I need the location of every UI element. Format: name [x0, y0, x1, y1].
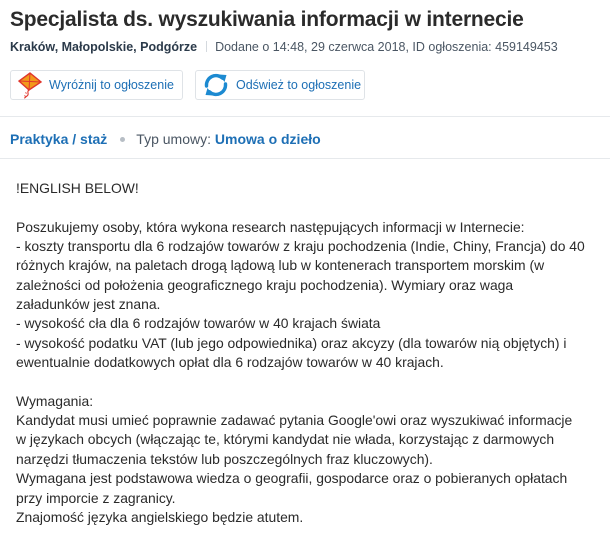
description-intro: !ENGLISH BELOW!	[16, 180, 139, 196]
offer-meta	[10, 40, 558, 54]
requirement-item: Wymagana jest podstawowa wiedza o geografii, gospodarce oraz o pobieranych opłatach przy imporcie z zagranicy.	[16, 470, 568, 506]
divider	[0, 116, 610, 117]
requirement-item: Kandydat musi umieć poprawnie zadawać pytania Google'owi oraz wyszukiwać informacje w językach obcych (włączając te, którymi kandydat nie włada, korzystając z darmowych narzędzi tłumaczenia tekstów lub poszczególnych fraz kluczowych).	[16, 412, 573, 467]
contract-type-link[interactable]: Umowa o dzieło	[214, 131, 321, 147]
refresh-icon	[202, 71, 230, 99]
description-bullet: - koszty transportu dla 6 rodzajów towarów z kraju pochodzenia (Indie, Chiny, Francja) do 40 różnych krajów, na paletach drogą lądową lub w kontenerach transportem morskim (w zależności od położenia geograficznego kraju pochodzenia). Wymiary oraz waga załadunków jest znana.	[16, 238, 585, 313]
refresh-offer-button[interactable]	[195, 70, 365, 100]
requirements-heading: Wymagania:	[16, 392, 94, 409]
refresh-offer-label: Odśwież to ogłoszenie	[236, 78, 362, 92]
location: Kraków, Małopolskie, Podgórze	[10, 40, 198, 54]
paragraph-gap	[16, 198, 586, 217]
added-date-and-id: Dodane o 14:48, 29 czerwca 2018, ID ogłoszenia: 459149453	[215, 40, 558, 54]
promote-offer-label: Wyróżnij to ogłoszenie	[49, 78, 174, 92]
meta-separator	[206, 41, 207, 52]
offer-params	[10, 131, 321, 147]
divider	[0, 158, 610, 159]
description-paragraph: Poszukujemy osoby, która wykona research następujących informacji w Internecie:	[16, 218, 525, 235]
category-link[interactable]: Praktyka / staż	[10, 131, 108, 147]
promote-offer-button[interactable]	[10, 70, 183, 100]
requirement-item: Znajomość języka angielskiego będzie atutem.	[16, 508, 304, 525]
offer-description	[16, 179, 586, 527]
param-separator-dot	[120, 137, 125, 142]
description-bullet: - wysokość cła dla 6 rodzajów towarów w 40 krajach świata	[16, 315, 381, 332]
kite-icon	[17, 71, 43, 99]
description-bullet: - wysokość podatku VAT (lub jego odpowiednika) oraz akcyzy (dla towarów nią objętych) i ewentualnie dodatkowych opłat dla 6 rodzajów towarów w 40 krajach.	[16, 334, 567, 371]
contract-type-label: Typ umowy:	[136, 131, 211, 147]
page-title: Specjalista ds. wyszukiwania informacji w internecie	[10, 8, 524, 31]
paragraph-gap	[16, 372, 586, 391]
offer-actions	[10, 70, 377, 100]
